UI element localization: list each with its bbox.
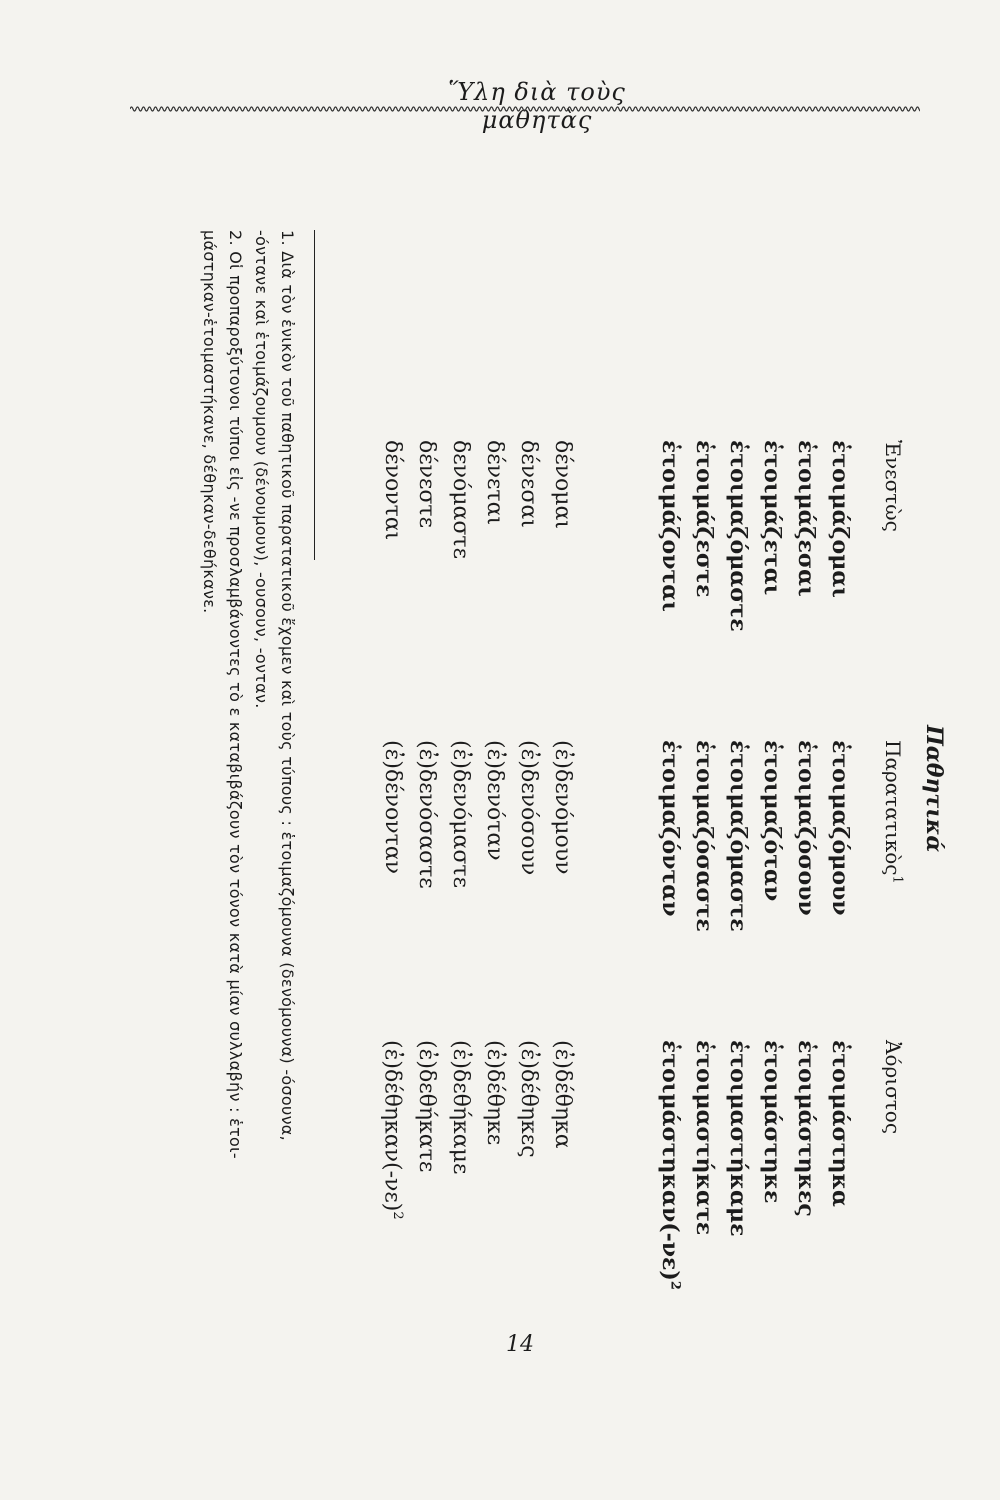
etoimazo-present-form-text: ἑτοιμάζεται: [759, 440, 785, 596]
denomai-aorist-form: [448, 1040, 473, 1174]
footnote-marker-2: 2: [390, 1211, 405, 1220]
footnote-rule: [314, 230, 315, 560]
voice-heading: Παθητικά: [921, 725, 947, 853]
denomai-aorist-form-text: (ἐ)δεθήκατε: [414, 1040, 439, 1173]
denomai-imperfect-form: [516, 740, 541, 875]
footnote-line-2: -όντανε καὶ ἑτοιμάζουμουν (δένουμουν), -ουσουν, -ονταν.: [252, 230, 271, 709]
etoimazo-imperfect-form: [725, 740, 751, 932]
denomai-present-form: [550, 440, 575, 529]
denomai-imperfect-form: [414, 740, 439, 889]
denomai-imperfect-form: [482, 740, 507, 861]
denomai-aorist-form: [516, 1040, 541, 1158]
etoimazo-aorist-form-text: ἑτοιμαστήκατε: [691, 1040, 717, 1236]
denomai-aorist-form-text: (ἐ)δέθηκες: [516, 1040, 541, 1158]
etoimazo-present-form: [759, 440, 785, 595]
column-heading-imperfect-label: Παρατατικὸς: [881, 740, 905, 876]
denomai-imperfect-form: [448, 740, 473, 888]
denomai-present-form: [516, 440, 541, 528]
etoimazo-aorist-form: [759, 1040, 785, 1203]
etoimazo-present-form-text: ἑτοιμαζόμαστε: [725, 440, 751, 632]
denomai-present-form: [448, 440, 473, 559]
denomai-aorist-form-text: (ἐ)δεθήκαμε: [448, 1040, 473, 1175]
denomai-present-form-text: δένεστε: [414, 440, 439, 528]
running-header-title: Ὕλη διὰ τοὺς μαθητὰς: [448, 78, 626, 134]
denomai-present-form-text: δένεται: [482, 440, 507, 526]
denomai-imperfect-form-text: (ἐ)δενόταν: [482, 740, 507, 861]
page-number: 14: [506, 1332, 534, 1357]
etoimazo-present-form-text: ἑτοιμάζονται: [657, 440, 683, 612]
wavy-divider-rule: [130, 100, 920, 118]
etoimazo-aorist-form: [725, 1040, 751, 1236]
denomai-aorist-form-text: (ἐ)δέθηκαν(-νε): [379, 1040, 405, 1212]
denomai-present-form-text: δενόμαστε: [448, 440, 473, 560]
etoimazo-present-form: [691, 440, 717, 597]
denomai-aorist-form: [482, 1040, 507, 1145]
etoimazo-imperfect-form-text: ἑτοιμαζόταν: [759, 740, 785, 902]
etoimazo-imperfect-form-text: ἑτοιμαζόμουν: [827, 740, 853, 916]
etoimazo-present-form-text: ἑτοιμάζομαι: [827, 440, 853, 598]
denomai-present-form: [380, 440, 405, 540]
etoimazo-present-form: [657, 440, 683, 612]
etoimazo-imperfect-form: [691, 740, 717, 932]
column-heading-aorist: Ἀόριστος: [881, 1040, 905, 1135]
footnote-line-4: μάστηκαν-ἑτοιμαστήκανε, δέθηκαν-δεθήκανε.: [200, 230, 219, 614]
etoimazo-imperfect-form-text: ἑτοιμαζόσαστε: [691, 740, 717, 932]
etoimazo-aorist-form-text: ἑτοιμάστηκες: [793, 1040, 819, 1217]
etoimazo-imperfect-form: [827, 740, 853, 916]
denomai-aorist-form-text: (ἐ)δέθηκε: [482, 1040, 507, 1146]
denomai-present-form-text: δένονται: [380, 440, 405, 541]
denomai-imperfect-form-text: (ἐ)δενόσαστε: [414, 740, 439, 889]
etoimazo-aorist-form-text: ἑτοιμάστηκα: [827, 1040, 853, 1207]
denomai-present-form: [482, 440, 507, 525]
column-heading-present: Ἐνεστὼς: [881, 440, 905, 532]
etoimazo-aorist-form-text: ἑτοιμάστηκαν(-νε): [657, 1040, 683, 1281]
etoimazo-imperfect-form-text: ἑτοιμαζόσουν: [793, 740, 819, 916]
etoimazo-imperfect-form-text: ἑτοιμαζόνταν: [657, 740, 683, 917]
etoimazo-aorist-form: [657, 1040, 683, 1290]
etoimazo-present-form: [827, 440, 853, 598]
etoimazo-aorist-form-text: ἑτοιμάστηκε: [759, 1040, 785, 1204]
rotated-conjugation-table: [135, 140, 965, 1340]
etoimazo-imperfect-form-text: ἑτοιμαζόμαστε: [725, 740, 751, 932]
etoimazo-aorist-form-text: ἑτοιμαστήκαμε: [725, 1040, 751, 1237]
denomai-imperfect-form: [550, 740, 575, 875]
denomai-present-form-text: δένομαι: [550, 440, 575, 530]
denomai-aorist-form-text: (ἐ)δέθηκα: [550, 1040, 575, 1149]
etoimazo-aorist-form: [793, 1040, 819, 1217]
denomai-imperfect-form-text: (ἐ)δένονταν: [380, 740, 405, 875]
footnote-line-3: 2. Οἱ προπαροξύτονοι τύποι εἰς -νε προσλαμβάνοντες τὸ ε καταβιβάζουν τὸν τόνον κατὰ μίαν συλλαβήν : ἑτοι-: [226, 230, 245, 1159]
denomai-aorist-form: [550, 1040, 575, 1149]
denomai-imperfect-form-text: (ἐ)δενόμαστε: [448, 740, 473, 888]
etoimazo-aorist-form: [691, 1040, 717, 1235]
etoimazo-imperfect-form: [793, 740, 819, 916]
denomai-imperfect-form-text: (ἐ)δενόμουν: [550, 740, 575, 875]
etoimazo-present-form: [793, 440, 819, 597]
column-heading-imperfect: [881, 740, 905, 884]
denomai-present-form: [414, 440, 439, 528]
etoimazo-present-form: [725, 440, 751, 632]
denomai-aorist-form: [414, 1040, 439, 1172]
etoimazo-present-form-text: ἑτοιμάζεσαι: [793, 440, 819, 597]
denomai-present-form-text: δένεσαι: [516, 440, 541, 528]
denomai-imperfect-form: [380, 740, 405, 874]
etoimazo-imperfect-form: [759, 740, 785, 901]
etoimazo-aorist-form: [827, 1040, 853, 1207]
footnote-line-1: 1. Διὰ τὸν ἐνικὸν τοῦ παθητικοῦ παρατατικοῦ ἔχομεν καὶ τοὺς τύπους : ἑτοιμαζόμουνα (δενόμουνα) -όσουνα,: [278, 230, 297, 1142]
denomai-aorist-form: [380, 1040, 405, 1220]
footnote-marker-1: 1: [889, 875, 905, 884]
etoimazo-present-form-text: ἑτοιμάζεστε: [691, 440, 717, 598]
etoimazo-imperfect-form: [657, 740, 683, 917]
denomai-imperfect-form-text: (ἐ)δενόσουν: [516, 740, 541, 876]
footnote-marker-2: 2: [667, 1280, 683, 1290]
